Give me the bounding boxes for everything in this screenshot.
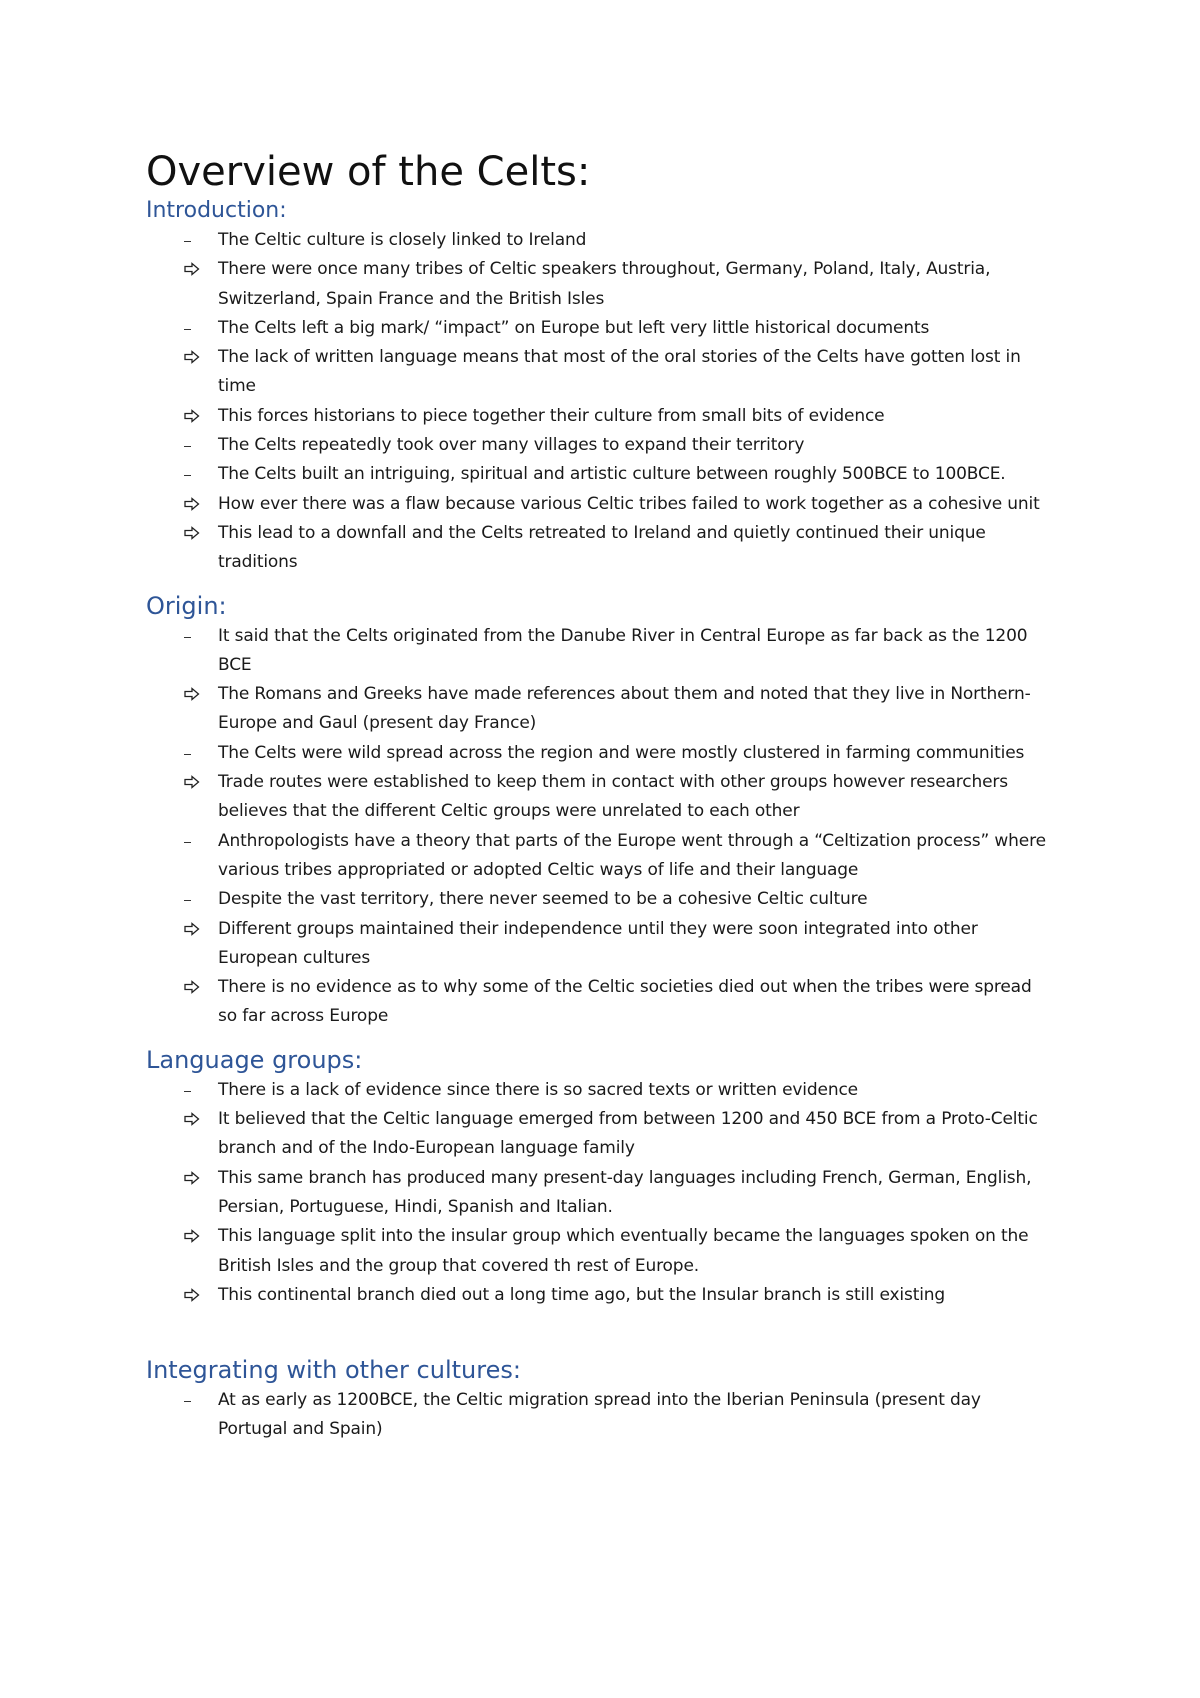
list-item xyxy=(146,739,1050,768)
arrow-bullet-icon xyxy=(184,519,206,548)
section-origin xyxy=(146,590,1050,1032)
list-item-text: It believed that the Celtic language emerged from between 1200 and 450 BCE from a Proto-Celtic branch and of the Indo-European language family xyxy=(218,1109,1038,1159)
list-item xyxy=(146,460,1050,489)
dash-bullet-icon xyxy=(184,226,206,255)
document-body xyxy=(146,196,1050,1445)
arrow-bullet-icon xyxy=(184,915,206,944)
arrow-bullet-icon xyxy=(184,402,206,431)
dash-bullet-icon xyxy=(184,1386,206,1415)
arrow-bullet-icon xyxy=(184,1105,206,1134)
arrow-bullet-icon xyxy=(184,1281,206,1310)
section-language-groups xyxy=(146,1044,1050,1310)
bullet-list xyxy=(146,1076,1050,1310)
list-item-text: The Celts were wild spread across the region and were mostly clustered in farming communities xyxy=(218,742,1025,763)
dash-bullet-icon xyxy=(184,827,206,856)
arrow-bullet-icon xyxy=(184,973,206,1002)
list-item-text: Different groups maintained their independence until they were soon integrated into other European cultures xyxy=(218,918,978,968)
list-item-text: There were once many tribes of Celtic speakers throughout, Germany, Poland, Italy, Austria, Switzerland, Spain France and the British Isles xyxy=(218,259,991,309)
bullet-list xyxy=(146,1386,1050,1445)
list-item-text: This language split into the insular group which eventually became the languages spoken on the British Isles and the group that covered th rest of Europe. xyxy=(218,1226,1029,1276)
list-item-text: This same branch has produced many present-day languages including French, German, English, Persian, Portuguese, Hindi, Spanish and Italian. xyxy=(218,1167,1032,1217)
list-item xyxy=(146,1076,1050,1105)
list-item-text: At as early as 1200BCE, the Celtic migration spread into the Iberian Peninsula (present day Portugal and Spain) xyxy=(218,1390,981,1440)
arrow-bullet-icon xyxy=(184,490,206,519)
list-item-text: This forces historians to piece together their culture from small bits of evidence xyxy=(218,405,885,426)
list-item-text: There is a lack of evidence since there is so sacred texts or written evidence xyxy=(218,1079,858,1100)
list-item xyxy=(146,622,1050,681)
list-item-text: The Celts repeatedly took over many villages to expand their territory xyxy=(218,435,805,456)
section-integrating-with-other-cultures xyxy=(146,1354,1050,1445)
arrow-bullet-icon xyxy=(184,768,206,797)
list-item-text: This continental branch died out a long time ago, but the Insular branch is still existing xyxy=(218,1284,946,1305)
dash-bullet-icon xyxy=(184,431,206,460)
list-item-text: The lack of written language means that most of the oral stories of the Celts have gotten lost in time xyxy=(218,347,1021,397)
list-item xyxy=(146,314,1050,343)
list-item-text: Trade routes were established to keep them in contact with other groups however researchers believes that the different Celtic groups were unrelated to each other xyxy=(218,772,1008,822)
list-item xyxy=(146,768,1050,827)
list-item xyxy=(146,1386,1050,1445)
list-item-text: Despite the vast territory, there never seemed to be a cohesive Celtic culture xyxy=(218,889,868,910)
list-item xyxy=(146,1281,1050,1310)
list-item xyxy=(146,680,1050,739)
list-item xyxy=(146,1105,1050,1164)
dash-bullet-icon xyxy=(184,739,206,768)
arrow-bullet-icon xyxy=(184,1164,206,1193)
arrow-bullet-icon xyxy=(184,343,206,372)
list-item-text: How ever there was a flaw because various Celtic tribes failed to work together as a cohesive unit xyxy=(218,493,1040,514)
list-item-text: This lead to a downfall and the Celts retreated to Ireland and quietly continued their unique traditions xyxy=(218,522,986,573)
list-item xyxy=(146,915,1050,974)
dash-bullet-icon xyxy=(184,622,206,651)
bullet-list xyxy=(146,226,1050,578)
list-item-text: There is no evidence as to why some of the Celtic societies died out when the tribes were spread so far across Europe xyxy=(218,977,1032,1027)
list-item xyxy=(146,431,1050,460)
bullet-list xyxy=(146,622,1050,1032)
dash-bullet-icon xyxy=(184,885,206,914)
list-item xyxy=(146,1164,1050,1223)
list-item-text: Anthropologists have a theory that parts of the Europe went through a “Celtization process” where various tribes appropriated or adopted Celtic ways of life and their language xyxy=(218,830,1046,880)
list-item xyxy=(146,1222,1050,1281)
list-item-text: The Romans and Greeks have made references about them and noted that they live in Northern-Europe and Gaul (present day France) xyxy=(218,684,1031,734)
list-item-text: The Celts left a big mark/ “impact” on Europe but left very little historical documents xyxy=(218,317,930,338)
dash-bullet-icon xyxy=(184,314,206,343)
section-heading: Origin: xyxy=(146,591,227,620)
arrow-bullet-icon xyxy=(184,255,206,284)
list-item-text: It said that the Celts originated from the Danube River in Central Europe as far back as the 1200 BCE xyxy=(218,625,1028,675)
dash-bullet-icon xyxy=(184,1076,206,1105)
section-heading: Introduction: xyxy=(146,198,287,223)
list-item xyxy=(146,490,1050,519)
arrow-bullet-icon xyxy=(184,680,206,709)
list-item xyxy=(146,827,1050,886)
list-item xyxy=(146,973,1050,1032)
list-item xyxy=(146,343,1050,402)
list-item xyxy=(146,885,1050,914)
list-item xyxy=(146,226,1050,255)
list-item xyxy=(146,255,1050,314)
section-heading: Integrating with other cultures: xyxy=(146,1356,521,1385)
document-title: Overview of the Celts: xyxy=(146,149,591,195)
list-item xyxy=(146,402,1050,431)
arrow-bullet-icon xyxy=(184,1222,206,1251)
list-item-text: The Celts built an intriguing, spiritual and artistic culture between roughly 500BCE to 100BCE. xyxy=(218,464,1006,485)
list-item-text: The Celtic culture is closely linked to Ireland xyxy=(218,230,587,250)
section-introduction xyxy=(146,196,1050,578)
section-heading: Language groups: xyxy=(146,1045,363,1074)
dash-bullet-icon xyxy=(184,460,206,489)
list-item xyxy=(146,519,1050,578)
